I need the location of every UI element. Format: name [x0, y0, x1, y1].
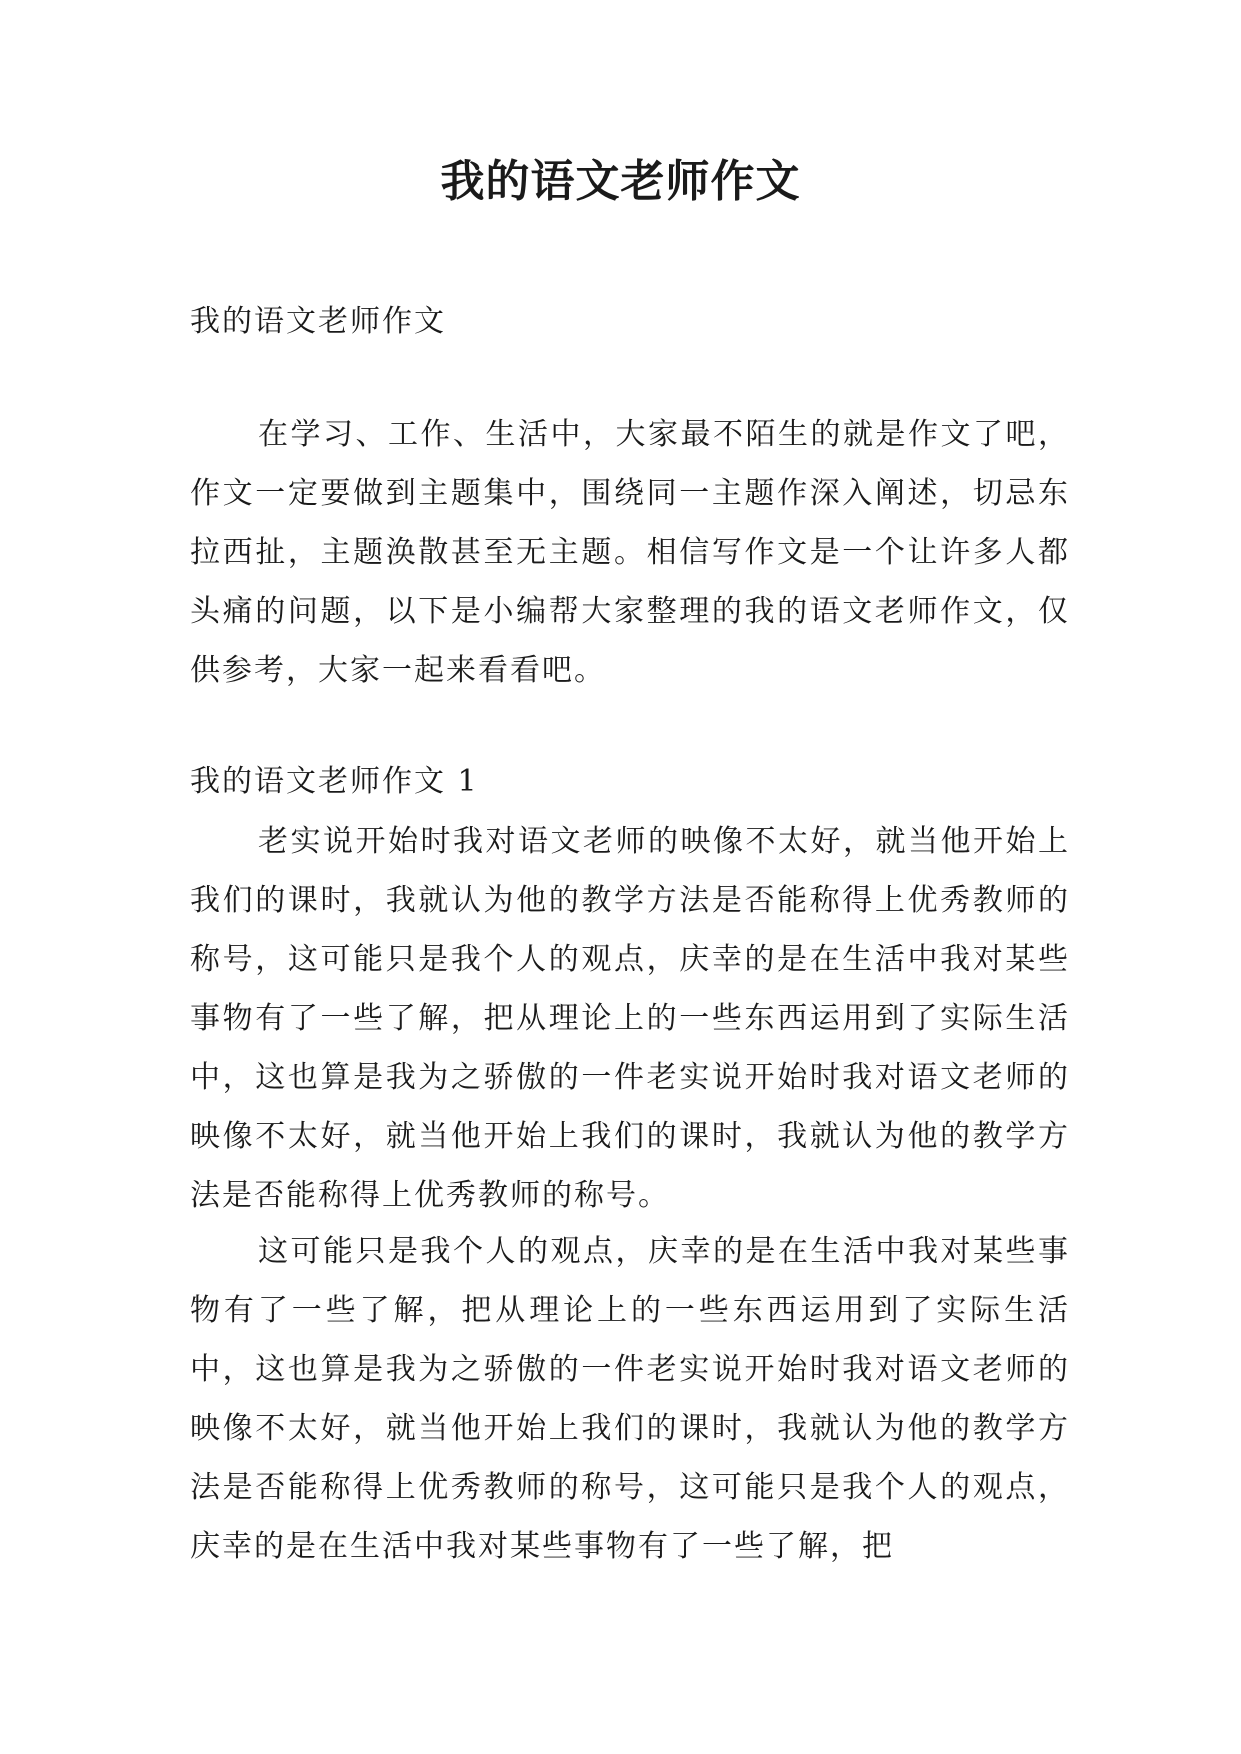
body-paragraph: 老实说开始时我对语文老师的映像不太好，就当他开始上我们的课时，我就认为他的教学方法是否能称得上优秀教师的称号，这可能只是我个人的观点，庆幸的是在生活中我对某些事物有了一些了解，把从理论上的一些东西运用到了实际生活中，这也算是我为之骄傲的一件老实说开始时我对语文老师的映像不太好，就当他开始上我们的课时，我就认为他的教学方法是否能称得上优秀教师的称号。	[190, 824, 1070, 1213]
section-heading: 我的语文老师作文 1	[190, 764, 479, 799]
document-title: 我的语文老师作文	[440, 156, 801, 207]
body-paragraph: 这可能只是我个人的观点，庆幸的是在生活中我对某些事物有了一些了解，把从理论上的一些东西运用到了实际生活中，这也算是我为之骄傲的一件老实说开始时我对语文老师的映像不太好，就当他开始上我们的课时，我就认为他的教学方法是否能称得上优秀教师的称号，这可能只是我个人的观点，庆幸的是在生活中我对某些事物有了一些了解，把	[190, 1234, 1070, 1564]
intro-paragraph: 在学习、工作、生活中，大家最不陌生的就是作文了吧，作文一定要做到主题集中，围绕同一主题作深入阐述，切忌东拉西扯，主题涣散甚至无主题。相信写作文是一个让许多人都头痛的问题，以下是小编帮大家整理的我的语文老师作文，仅供参考，大家一起来看看吧。	[190, 417, 1070, 688]
document-subtitle: 我的语文老师作文	[190, 304, 446, 339]
